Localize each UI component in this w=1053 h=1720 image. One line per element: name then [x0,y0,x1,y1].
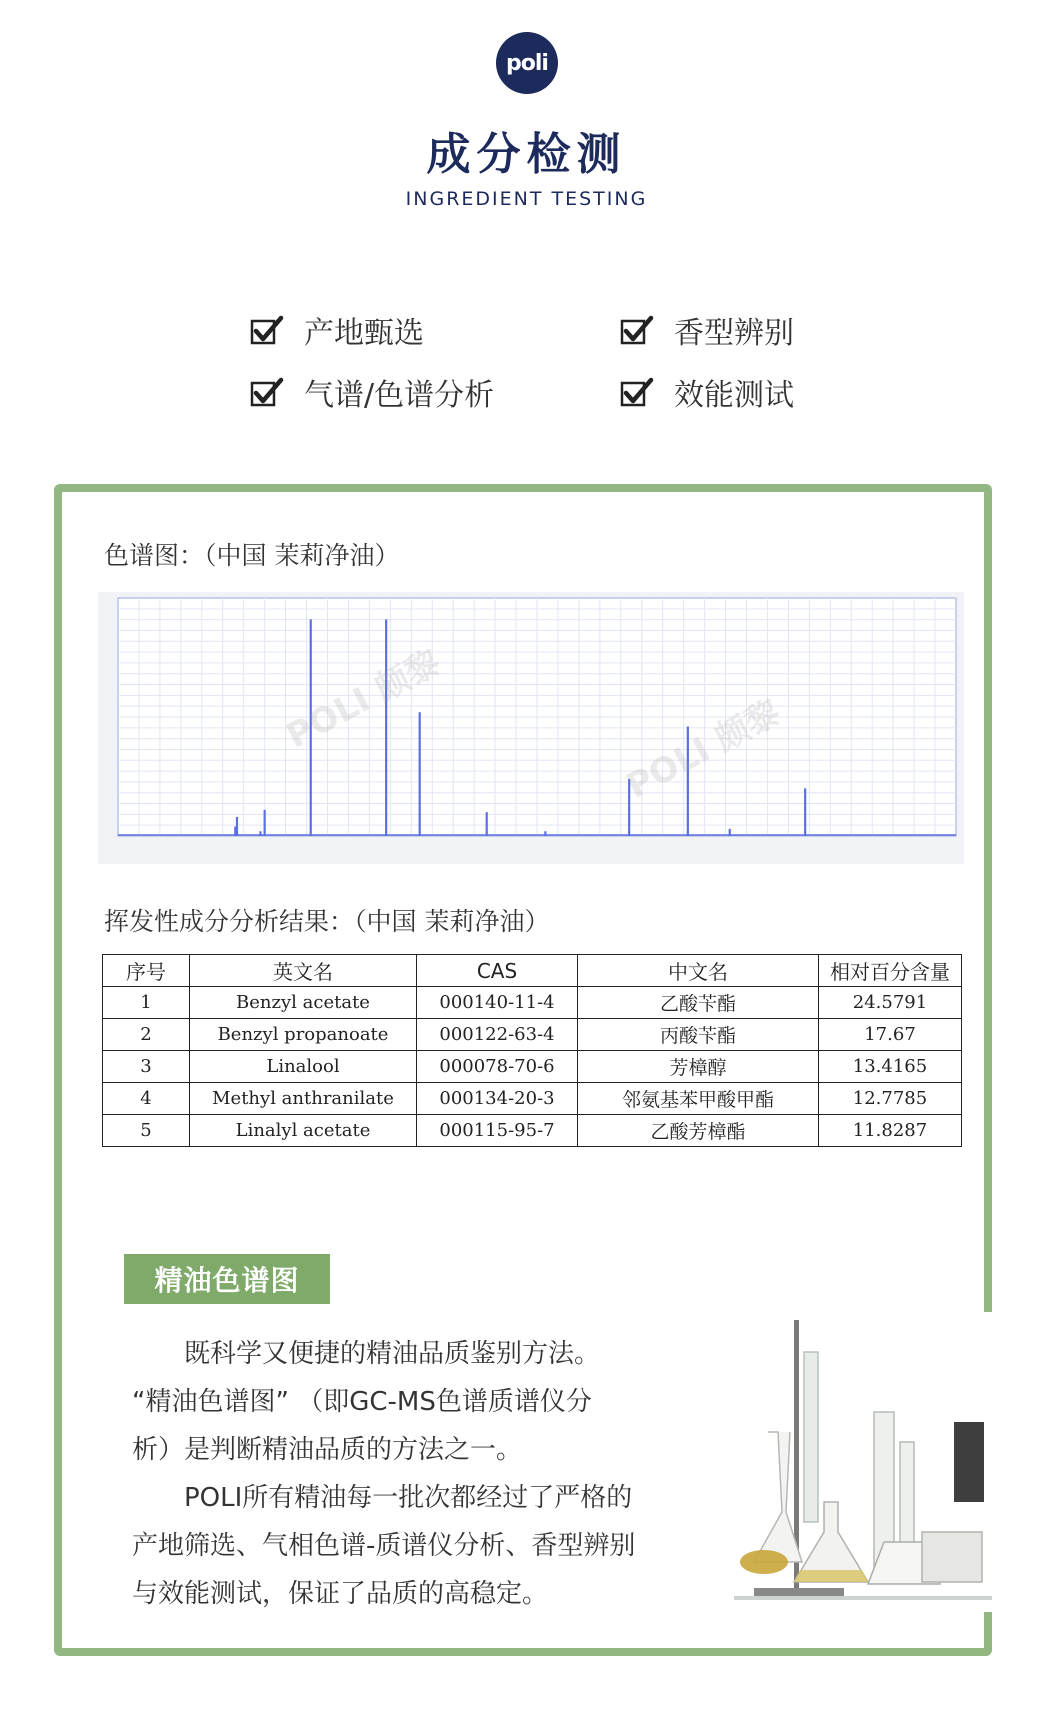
column-header: 英文名 [190,955,417,987]
cell-english-name: Methyl anthranilate [190,1083,417,1115]
essay-line: “精油色谱图” （即GC-MS色谱质谱仪分 [132,1387,592,1417]
cell-chinese-name: 乙酸苄酯 [578,987,819,1019]
cell-cas: 000115-95-7 [417,1115,578,1147]
cell-cas: 000140-11-4 [417,987,578,1019]
checkmark-icon [620,377,654,407]
section-tag: 精油色谱图 [124,1254,330,1304]
essay-text [132,1330,692,1618]
cell-index: 5 [103,1115,190,1147]
feature-label: 气谱/色谱分析 [304,378,495,413]
column-header: 序号 [103,955,190,987]
cell-percent: 11.8287 [819,1115,962,1147]
cell-english-name: Linalyl acetate [190,1115,417,1147]
table-row [103,1115,962,1147]
cell-chinese-name: 芳樟醇 [578,1051,819,1083]
cell-chinese-name: 丙酸苄酯 [578,1019,819,1051]
poli-logo [496,32,558,94]
chromatogram-svg [98,592,964,864]
cell-percent: 17.67 [819,1019,962,1051]
essay-line: 析）是判断精油品质的方法之一。 [132,1435,523,1465]
cell-english-name: Benzyl acetate [190,987,417,1019]
cell-cas: 000122-63-4 [417,1019,578,1051]
feature-label: 产地甄选 [304,316,424,351]
lab-glassware-illustration [734,1312,992,1612]
cell-index: 4 [103,1083,190,1115]
watermark: POLI 颇黎 [620,692,788,807]
page-title: 成分检测 [426,129,627,180]
content-panel [54,484,992,1656]
cell-english-name: Benzyl propanoate [190,1019,417,1051]
table-row [103,1019,962,1051]
feature-item [250,308,424,352]
results-label: 挥发性成分分析结果：（中国 茉莉净油） [104,907,550,936]
chromatogram-chart [98,592,964,864]
essay-line: 产地筛选、气相色谱-质谱仪分析、香型辨别 [132,1531,636,1561]
table-row [103,987,962,1019]
feature-item [250,370,494,414]
checkmark-icon [250,315,284,345]
column-header: 中文名 [578,955,819,987]
cell-chinese-name: 邻氨基苯甲酸甲酯 [578,1083,819,1115]
logo-text: poli [506,50,548,76]
cell-percent: 13.4165 [819,1051,962,1083]
table-header-row [103,955,962,987]
essay-line: 既科学又便捷的精油品质鉴别方法。 [184,1339,601,1369]
essay-line: POLI所有精油每一批次都经过了严格的 [184,1483,633,1513]
table-row [103,1051,962,1083]
cell-chinese-name: 乙酸芳樟酯 [578,1115,819,1147]
cell-english-name: Linalool [190,1051,417,1083]
feature-label: 香型辨别 [674,316,794,351]
essay-line: 与效能测试，保证了品质的高稳定。 [132,1579,549,1609]
cell-index: 3 [103,1051,190,1083]
feature-item [620,370,794,414]
cell-percent: 12.7785 [819,1083,962,1115]
column-header: CAS [417,955,578,987]
chromatogram-label: 色谱图：（中国 茉莉净油） [104,541,400,570]
feature-item [620,308,794,352]
watermark: POLI 颇黎 [280,642,448,757]
cell-cas: 000134-20-3 [417,1083,578,1115]
column-header: 相对百分含量 [819,955,962,987]
cell-index: 2 [103,1019,190,1051]
cell-index: 1 [103,987,190,1019]
checkmark-icon [250,377,284,407]
cell-cas: 000078-70-6 [417,1051,578,1083]
cell-percent: 24.5791 [819,987,962,1019]
table-row [103,1083,962,1115]
checkmark-icon [620,315,654,345]
feature-label: 效能测试 [674,378,794,413]
page-subtitle: INGREDIENT TESTING [405,188,648,210]
results-table [102,954,962,1147]
